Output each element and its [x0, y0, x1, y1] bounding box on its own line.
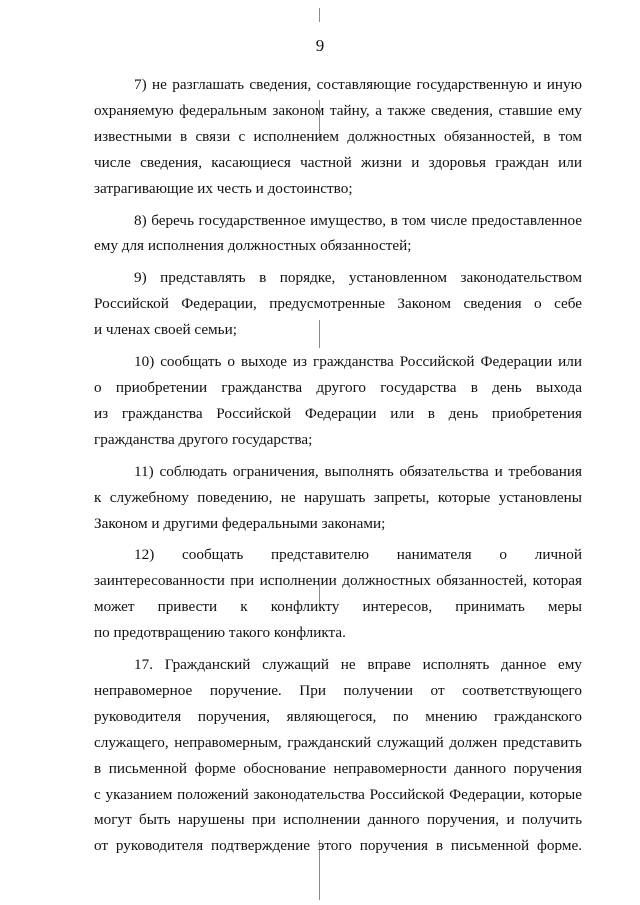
text-line: затрагивающие их честь и достоинство; [94, 179, 353, 197]
text-line: с указанием положений законодательства Российской Федерации, которые [94, 785, 582, 803]
paragraph [94, 265, 582, 343]
text-line: из гражданства Российской Федерации или в день приобретения [94, 404, 582, 422]
text-line: известными в связи с исполнением должностных обязанностей, в том [94, 127, 582, 145]
paragraph [94, 349, 582, 453]
text-line: 10) сообщать о выходе из гражданства Российской Федерации или [134, 353, 582, 371]
text-line: служащего, неправомерным, гражданский служащий должен представить [94, 733, 582, 751]
text-line: могут быть нарушены при исполнении данного поручения, и получить [94, 811, 582, 829]
text-line: числе сведения, касающиеся частной жизни и здоровья граждан или [94, 153, 582, 171]
page-number: 9 [315, 36, 325, 55]
text-line: о приобретении гражданства другого государства в день выхода [94, 378, 582, 396]
paragraph [94, 459, 582, 537]
text-line: в письменной форме обоснование неправомерности данного поручения [94, 759, 582, 777]
paragraph [94, 542, 582, 646]
text-line: 11) соблюдать ограничения, выполнять обязательства и требования [134, 462, 582, 480]
paragraph [94, 72, 582, 202]
text-line: 7) не разглашать сведения, составляющие государственную и иную [134, 76, 582, 93]
text-line: ему для исполнения должностных обязанностей; [94, 237, 412, 255]
text-line: руководителя поручения, являющегося, по мнению гражданского [94, 707, 582, 725]
text-line: может привести к конфликту интересов, принимать меры [94, 598, 582, 616]
text-line: заинтересованности при исполнении должностных обязанностей, которая [94, 572, 582, 590]
text-line: и членах своей семьи; [94, 321, 237, 339]
text-line: Российской Федерации, предусмотренные Законом сведения о себе [94, 295, 582, 313]
text-line: гражданства другого государства; [94, 430, 313, 448]
scan-artifact-line [319, 8, 320, 22]
text-line: от руководителя подтверждение этого поручения в письменной форме. [94, 837, 582, 855]
document-body [94, 72, 582, 865]
text-line: 9) представлять в порядке, установленном законодательством [134, 269, 582, 287]
text-line: неправомерное поручение. При получении от соответствующего [94, 681, 582, 699]
text-line: по предотвращению такого конфликта. [94, 624, 346, 642]
paragraph [94, 652, 582, 859]
paragraph [94, 208, 582, 260]
text-line: охраняемую федеральным законом тайну, а также сведения, ставшие ему [94, 101, 582, 119]
text-line: Законом и другими федеральными законами; [94, 514, 386, 532]
text-line: 17. Гражданский служащий не вправе исполнять данное ему [134, 656, 582, 674]
text-line: 12) сообщать представителю нанимателя о личной [134, 546, 582, 564]
text-line: 8) беречь государственное имущество, в том числе предоставленное [134, 211, 582, 229]
text-line: к служебному поведению, не нарушать запреты, которые установлены [94, 488, 582, 506]
